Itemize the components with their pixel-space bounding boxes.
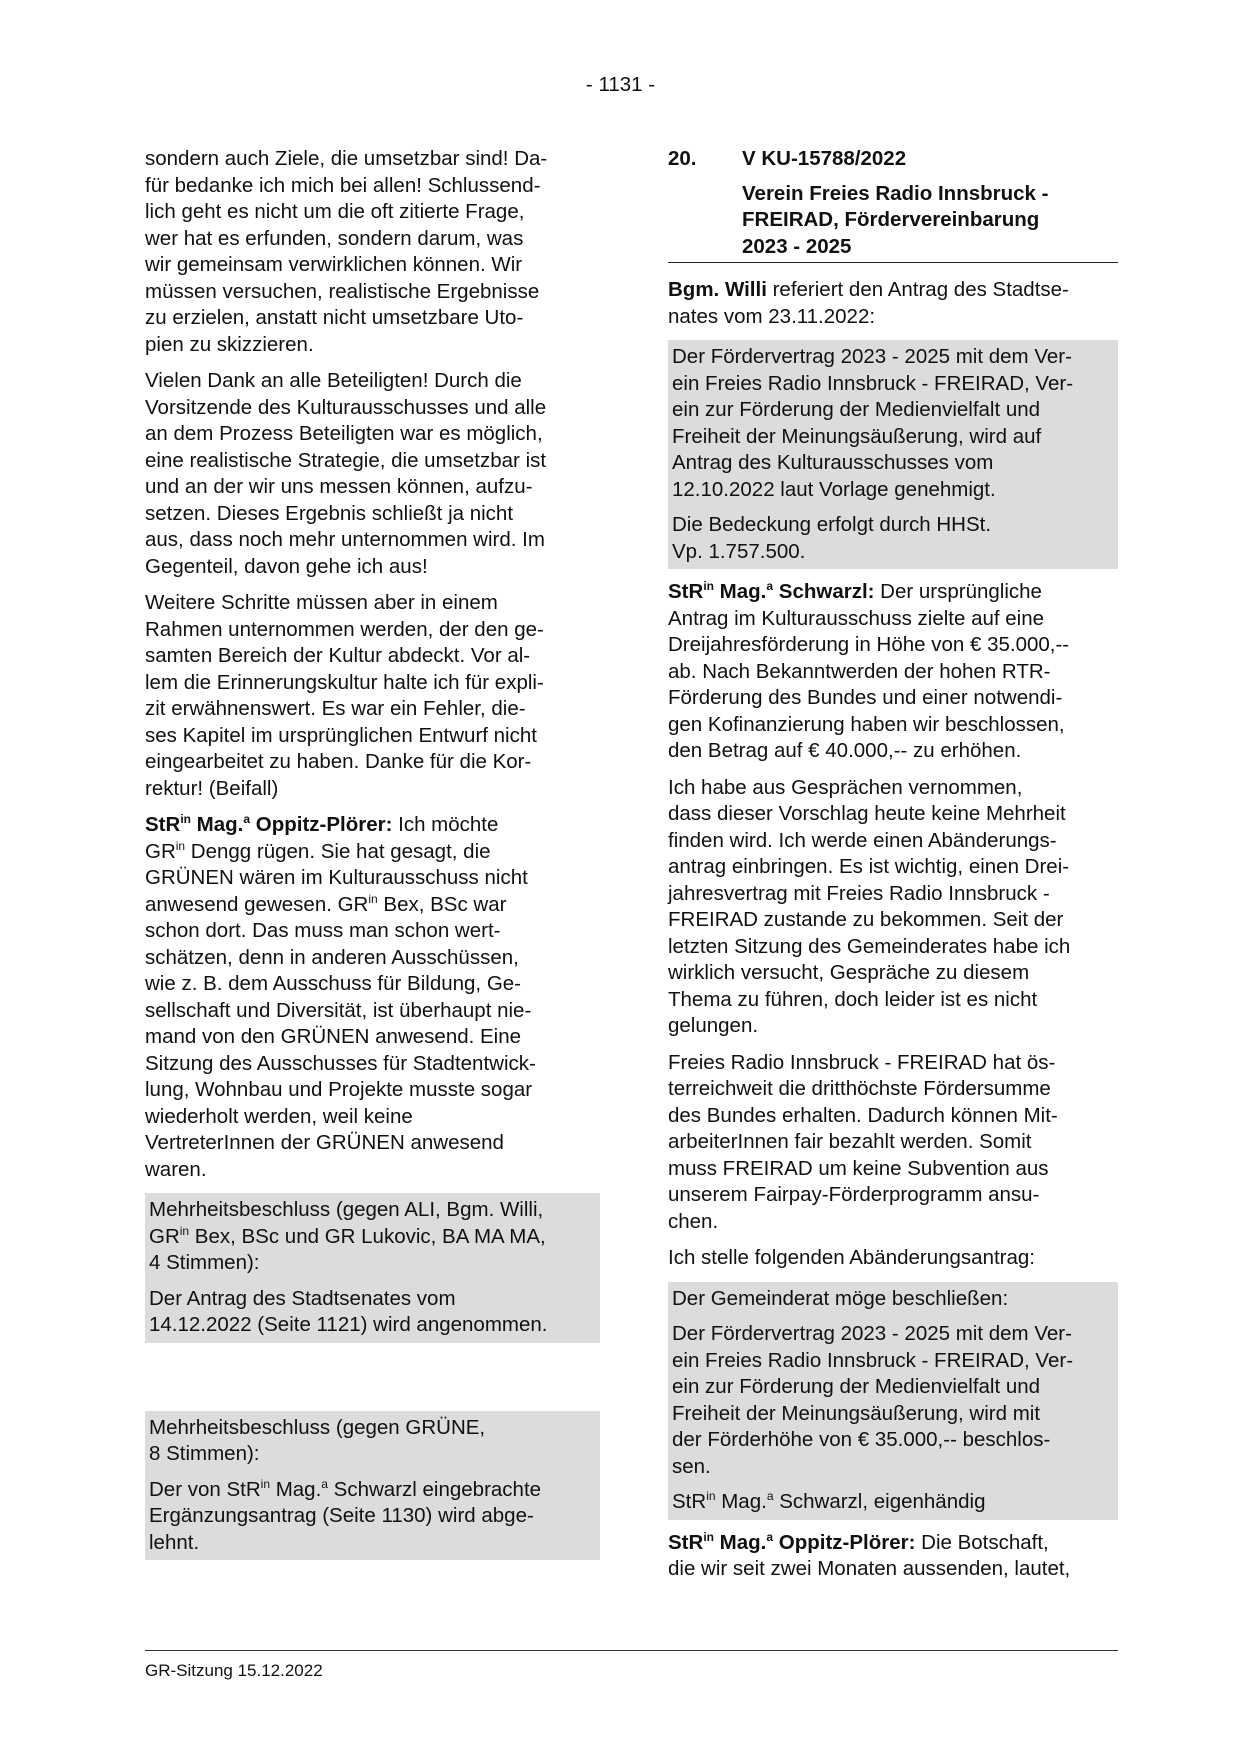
- motion-box-1: [668, 340, 1118, 569]
- speech-oppitz-ploerer: StR$^{in}$ Mag.$^a$ Oppitz-Plörer: Ich möchte $GR^{in}$ Dengg rügen. Sie hat gesagt, die GRÜNEN wären im Kulturausschuss nicht anwesend gewesen. $GR^{in}$ Bex, BSc war schon dort. Das muss man schon wert- schätzen, denn in anderen Ausschüssen, wie z. B. dem Ausschuss für Bildung, Ge- sellschaft und Diversität, ist überhaupt nie- mand von den GRÜNEN anwesend. Eine Sitzung des Ausschusses für Stadtentwick- lung, Wohnbau und Projekte musste sogar wiederholt werden, weil keine VertreterInnen der GRÜNEN anwesend waren.: [145, 812, 536, 1181]
- left-paragraph-3: Weitere Schritte müssen aber in einem Rahmen unternommen werden, der den ge- samten Bereich der Kultur abdeckt. Vor al- lem die Erinnerungskultur halte ich für expli- zit erwähnenswert. Es war ein Fehler, die- ses Kapitel im ursprünglichen Entwurf nicht eingearbeitet zu haben. Danke für die Kor- rektur! (Beifall): [145, 591, 544, 800]
- footer: GR-Sitzung 15.12.2022: [145, 1661, 323, 1680]
- motion-1-coverage: Die Bedeckung erfolgt durch HHSt. Vp. 1.757.500.: [672, 513, 992, 563]
- left-paragraph-1: sondern auch Ziele, die umsetzbar sind! Da- für bedanke ich mich bei allen! Schlussend- lich geht es nicht um die oft zitierte Frage, wer hat es erfunden, sondern darum, was wir gemeinsam verwirklichen können. Wir müssen versuchen, realistische Ergebnisse zu erzielen, anstatt nicht umsetzbare Uto- pien zu skizzieren.: [145, 147, 548, 356]
- amendment-text: Der Fördervertrag 2023 - 2025 mit dem Ver- ein Freies Radio Innsbruck - FREIRAD, Ver- ein zur Förderung der Medienvielfalt und Freiheit der Meinungsäußerung, wird mit der Förderhöhe von € 35.000,-- beschlos- sen.: [672, 1322, 1074, 1478]
- amendment-signature: StR$^{in}$ Mag.$^a$ Schwarzl, eigenhändig: [672, 1489, 986, 1513]
- agenda-item-number: 20.: [668, 147, 697, 170]
- agenda-item-code: V KU-15788/2022: [742, 147, 907, 170]
- resolution-1-text: Der Antrag des Stadtsenates vom 14.12.2022 (Seite 1121) wird angenommen.: [149, 1286, 548, 1336]
- speech-oppitz-ploerer-2: StR$^{in}$ Mag.$^a$ Oppitz-Plörer: Die Botschaft, die wir seit zwei Monaten aussenden, lautet,: [668, 1529, 1071, 1580]
- speaker-name: StR$^{in}$ Mag.$^a$ Oppitz-Plörer:: [145, 812, 393, 836]
- right-paragraph-3: Ich habe aus Gesprächen vernommen, dass dieser Vorschlag heute keine Mehrheit finden wird. Ich werde einen Abänderungs- antrag einbringen. Es ist wichtig, einen Drei- jahresvertrag mit Freies Radio Innsbruck - FREIRAD zustande zu bekommen. Seit der letzten Sitzung des Gemeinderates habe ich wirklich versucht, Gespräche zu diesem Thema zu führen, doch leider ist es nicht gelungen.: [668, 775, 1071, 1037]
- resolution-box-2: [145, 1411, 600, 1561]
- report-intro: Bgm. Willi referiert den Antrag des Stadtse- nates vom 23.11.2022:: [668, 278, 1069, 328]
- agenda-item-header: [668, 146, 1118, 260]
- spacer: [145, 1353, 600, 1411]
- resolution-2-vote: Mehrheitsbeschluss (gegen GRÜNE, 8 Stimmen):: [149, 1415, 486, 1465]
- resolution-1-vote: Mehrheitsbeschluss (gegen ALI, Bgm. Willi, $GR^{in}$ Bex, BSc und GR Lukovic, BA MA MA, 4 Stimmen):: [149, 1198, 546, 1274]
- footer-rule: [145, 1650, 1118, 1651]
- speaker-name: StR$^{in}$ Mag.$^a$ Schwarzl:: [668, 579, 875, 603]
- left-paragraph-2: Vielen Dank an alle Beteiligten! Durch die Vorsitzende des Kulturausschusses und alle an dem Prozess Beteiligten war es möglich, eine realistische Strategie, die umsetzbar ist und an der wir uns messen können, aufzu- setzen. Dieses Ergebnis schließt ja nicht aus, dass noch mehr unternommen wird. Im Gegenteil, davon gehe ich aus!: [145, 369, 547, 578]
- speaker-name: Bgm. Willi: [668, 278, 767, 301]
- page-number: - 1131 -: [585, 73, 656, 96]
- header-rule: [668, 262, 1118, 263]
- motion-1-text: Der Fördervertrag 2023 - 2025 mit dem Ver- ein Freies Radio Innsbruck - FREIRAD, Ver- ein zur Förderung der Medienvielfalt und Freiheit der Meinungsäußerung, wird auf Antrag des Kulturausschusses vom 12.10.2022 laut Vorlage genehmigt.: [672, 345, 1074, 501]
- resolution-2-text: Der von StR$^{in}$ Mag.$^a$ Schwarzl eingebrachte Ergänzungsantrag (Seite 1130) wird abge- lehnt.: [149, 1476, 542, 1554]
- right-column: [668, 146, 1118, 1593]
- speaker-name: StR$^{in}$ Mag.$^a$ Oppitz-Plörer:: [668, 1529, 916, 1554]
- right-paragraph-5: Ich stelle folgenden Abänderungsantrag:: [668, 1246, 1035, 1269]
- right-paragraph-4: Freies Radio Innsbruck - FREIRAD hat ös- terreichweit die dritthöchste Fördersumme des Bundes erhalten. Dadurch können Mit- arbeiterInnen fair bezahlt werden. Somit muss FREIRAD um keine Subvention aus unserem Fairpay-Förderprogramm ansu- chen.: [668, 1050, 1058, 1233]
- resolution-box-1: [145, 1193, 600, 1343]
- amendment-box: [668, 1282, 1118, 1520]
- speech-schwarzl: StR$^{in}$ Mag.$^a$ Schwarzl: Der ursprüngliche Antrag im Kulturausschuss zielte auf eine Dreijahresförderung in Höhe von € 35.000,-- ab. Nach Bekanntwerden der hohen RTR- Förderung des Bundes und einer notwendi- gen Kofinanzierung haben wir beschlossen, den Betrag auf € 40.000,-- zu erhöhen.: [668, 579, 1070, 762]
- agenda-item-title: Verein Freies Radio Innsbruck - FREIRAD, Fördervereinbarung 2023 - 2025: [742, 181, 1049, 258]
- left-column: [145, 146, 600, 1570]
- amendment-intro: Der Gemeinderat möge beschließen:: [672, 1286, 1009, 1310]
